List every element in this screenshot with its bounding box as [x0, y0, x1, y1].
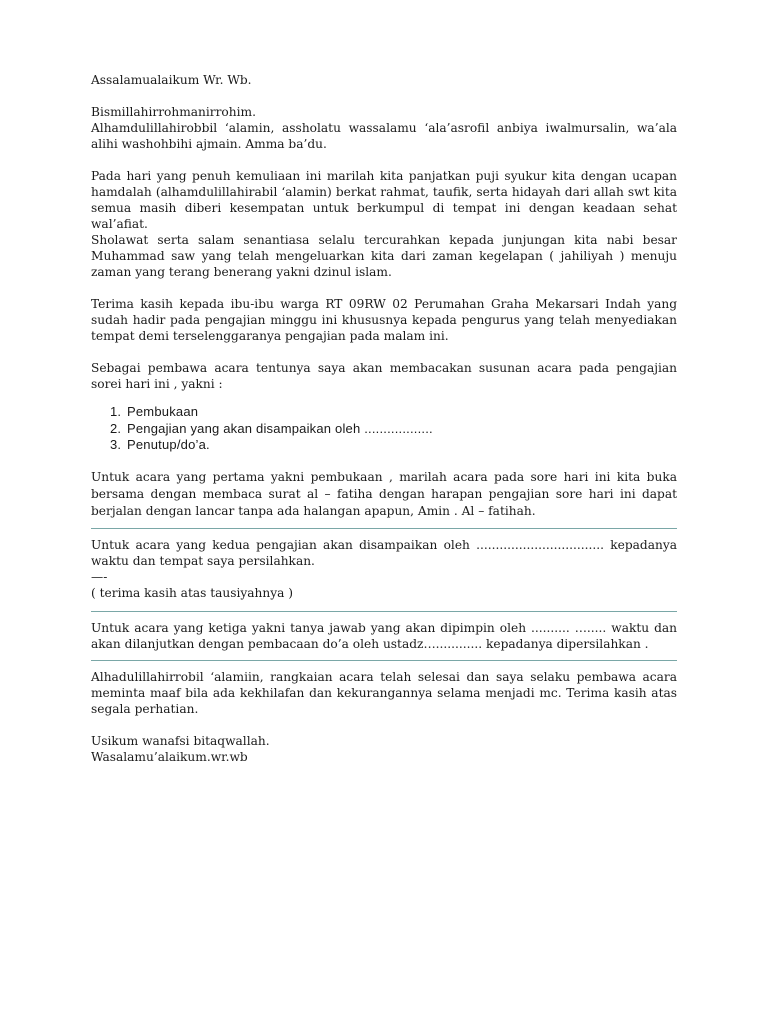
- second-item-paragraph: Untuk acara yang kedua pengajian akan disampaikan oleh ................................. kepadanya waktu dan tempat saya persilahkan.: [91, 537, 677, 568]
- document-body: [91, 72, 677, 765]
- spacer: [91, 454, 677, 469]
- thanks-tausiyah: ( terima kasih atas tausiyahnya ): [91, 585, 294, 600]
- greeting: Assalamualaikum Wr. Wb.: [91, 73, 252, 87]
- basmalah: Bismillahirrohmanirrohim.: [91, 105, 256, 119]
- opening-paragraph: Pada hari yang penuh kemuliaan ini marilah kita panjatkan puji syukur kita dengan ucapan hamdalah (alhamdulillahirabil ‘alamin) berkat rahmat, taufik, serta hidayah dari allah swt kita semua masih diberi kesempatan untuk berkumpul di tempat ini dengan keadaan sehat wal’afiat.: [91, 169, 677, 231]
- first-item-paragraph: Untuk acara yang pertama yakni pembukaan , marilah acara pada sore hari ini kita buka bersama dengan membaca surat al – fatiha dengan harapan pengajian sore hari ini dapat berjalan dengan lancar tanpa ada halangan apapun, Amin . Al – fatihah.: [91, 469, 677, 518]
- spacer: [91, 717, 677, 733]
- spacer: [91, 280, 677, 296]
- third-item-paragraph: Untuk acara yang ketiga yakni tanya jawab yang akan dipimpin oleh .......... …..... waktu dan akan dilanjutkan dengan pembacaan do’a oleh ustadz…............ kepadanya dipersilahkan .: [91, 620, 677, 651]
- spacer: [91, 344, 677, 360]
- agenda-item: 3. Penutup/do’a.: [125, 437, 677, 454]
- divider: [91, 660, 677, 661]
- hamdalah-paragraph: Alhamdulillahirobbil ‘alamin, assholatu wassalamu ‘ala’asrofil anbiya iwalmursalin, wa’ala alihi washohbihi ajmain. Amma ba’du.: [91, 121, 677, 151]
- agenda-list: [91, 404, 677, 454]
- spacer: [91, 152, 677, 168]
- thanks-paragraph: Terima kasih kepada ibu-ibu warga RT 09RW 02 Perumahan Graha Mekarsari Indah yang sudah hadir pada pengajian minggu ini khususnya kepada pengurus yang telah menyediakan tempat demi terselenggaranya pengajian pada malam ini.: [91, 297, 677, 343]
- closing-line-2: Wasalamu’alaikum.wr.wb: [91, 749, 248, 764]
- agenda-intro: Sebagai pembawa acara tentunya saya akan membacakan susunan acara pada pengajian sorei hari ini , yakni :: [91, 361, 677, 391]
- agenda-item: 2. Pengajian yang akan disampaikan oleh ..................: [125, 421, 677, 438]
- agenda-item: 1. Pembukaan: [125, 404, 677, 421]
- closing-paragraph: Alhadulillahirrobil ‘alamiin, rangkaian acara telah selesai dan saya selaku pembawa acara meminta maaf bila ada kekhilafan dan kekurangannya selama menjadi mc. Terima kasih atas segala perhatian.: [91, 669, 677, 716]
- sholawat-paragraph: Sholawat serta salam senantiasa selalu tercurahkan kepada junjungan kita nabi besar Muhammad saw yang telah mengeluarkan kita dari zaman kegelapan ( jahiliyah ) menuju zaman yang terang benerang yakni dzinul islam.: [91, 233, 677, 279]
- spacer: [91, 88, 677, 104]
- divider: [91, 528, 677, 529]
- closing-line-1: Usikum wanafsi bitaqwallah.: [91, 733, 270, 748]
- dash-line: —-: [91, 569, 108, 584]
- divider: [91, 611, 677, 612]
- spacer: [91, 392, 677, 404]
